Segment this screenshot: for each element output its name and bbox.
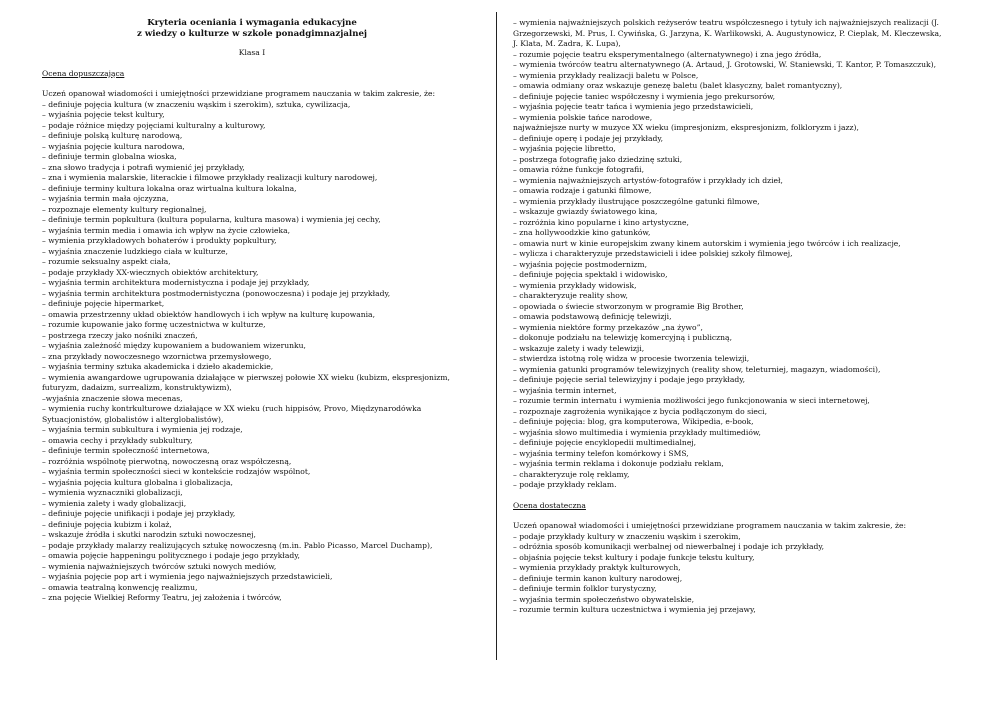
section-intro: Uczeń opanował wiadomości i umiejętności przewidziane programem nauczania w takim zakresie, że: xyxy=(42,89,436,98)
right-column xyxy=(513,18,945,616)
list-item: – rozumie kupowanie jako formę uczestnictwa w kulturze, xyxy=(42,320,266,329)
list-item: – definiuje termin globalna wioska, xyxy=(42,152,177,161)
list-item: – definiuje pojęcie unifikacji i podaje jej przykłady, xyxy=(42,509,236,518)
list-item: – omawia podstawową definicję telewizji, xyxy=(513,312,672,321)
list-item: – rozumie seksualny aspekt ciała, xyxy=(42,257,171,266)
list-item: – podaje przykłady kultury w znaczeniu wąskim i szerokim, xyxy=(513,531,741,541)
list-item: – rozumie termin internatu i wymienia możliwości jego funkcjonowania w sieci internetowej, xyxy=(513,396,870,405)
list-item: – definiuje terminy kultura lokalna oraz wirtualna kultura lokalna, xyxy=(42,183,297,193)
list-item: – zna pojęcie Wielkiej Reformy Teatru, jej założenia i twórców, xyxy=(42,593,282,602)
list-item: – omawia przestrzenny układ obiektów handlowych i ich wpływ na kulturę kupowania, xyxy=(42,309,375,319)
list-item: – wskazuje zalety i wady telewizji, xyxy=(513,343,645,353)
list-item: – wymienia awangardowe ugrupowania działające w pierwszej połowie XX wieku (kubizm, ekspresjonizm, futuryzm, dadaizm, surrealizm, konstruktywizm), xyxy=(42,372,450,392)
list-item: – postrzega rzeczy jako nośniki znaczeń, xyxy=(42,330,198,340)
list-item: – zna słowo tradycja i potrafi wymienić jej przykłady, xyxy=(42,162,245,172)
list-item: – wyjaśnia termin subkultura i wymienia jej rodzaje, xyxy=(42,425,243,434)
list-item: – rozpoznaje elementy kultury regionalnej, xyxy=(42,204,207,214)
list-item: – odróżnia sposób komunikacji werbalnej od niewerbalnej i podaje ich przykłady, xyxy=(513,542,825,551)
list-item: – definiuje operę i podaje jej przykłady, xyxy=(513,133,664,143)
list-item: – omawia rodzaje i gatunki filmowe, xyxy=(513,186,652,195)
list-item: najważniejsze nurty w muzyce XX wieku (impresjonizm, ekspresjonizm, folkloryzm i jazz), xyxy=(513,123,859,132)
list-item: – wyjaśnia termin architektura modernistyczna i podaje jej przykłady, xyxy=(42,278,310,287)
class-label: Klasa I xyxy=(238,48,266,57)
list-item: – wymienia polskie tańce narodowe, xyxy=(513,112,653,122)
list-item: – omawia różne funkcje fotografii, xyxy=(513,165,645,174)
list-item: – zna przykłady nowoczesnego wzornictwa przemysłowego, xyxy=(42,351,272,361)
list-item: – wymienia przykłady realizacji baletu w Polsce, xyxy=(513,70,699,80)
list-item: – wyjaśnia pojęcie teatr tańca i wymienia jego przedstawicieli, xyxy=(513,102,754,111)
list-item: – charakteryzuje reality show, xyxy=(513,291,628,300)
list-item: – wylicza i charakteryzuje przedstawicieli i idee polskiej szkoły filmowej, xyxy=(513,249,793,258)
list-item: – podaje różnice między pojęciami kulturalny a kulturowy, xyxy=(42,120,266,130)
list-item: – wymienia twórców teatru alternatywnego (A. Artaud, J. Grotowski, W. Staniewski, T. Kantor, P. Tomaszczuk), xyxy=(513,60,936,69)
list-item: – omawia nurt w kinie europejskim zwany kinem autorskim i wymienia jego twórców i ich realizacje, xyxy=(513,238,901,248)
section-intro-2: Uczeń opanował wiadomości i umiejętności przewidziane programem nauczania w takim zakresie, że: xyxy=(513,521,907,530)
list-item: – wyjaśnia termin media i omawia ich wpływ na życie człowieka, xyxy=(42,225,291,235)
list-item: – charakteryzuje rolę reklamy, xyxy=(513,469,630,479)
list-item: –wyjaśnia znaczenie słowa mecenas, xyxy=(42,393,183,403)
list-item: – wymienia przykłady ilustrujące poszczególne gatunki filmowe, xyxy=(513,196,760,206)
column-divider xyxy=(496,12,497,660)
list-item: – wymienia przykładowych bohaterów i produkty popkultury, xyxy=(42,236,277,245)
list-item: – wyjaśnia termin reklama i dokonuje podziału reklam, xyxy=(513,459,724,468)
list-item: – wyjaśnia termin internet, xyxy=(513,385,617,395)
list-item: – rozumie termin kultura uczestnictwa i wymienia jej przejawy, xyxy=(513,605,756,614)
criteria-list-right xyxy=(513,18,945,491)
section-heading-dostateczna: Ocena dostateczna xyxy=(513,500,586,510)
list-item: – definiuje pojęcia: blog, gra komputerowa, Wikipedia, e-book, xyxy=(513,417,754,426)
list-item: – wyjaśnia pojęcie tekst kultury, xyxy=(42,110,165,119)
list-item: – definiuje pojęcia kultura (w znaczeniu wąskim i szerokim), sztuka, cywilizacja, xyxy=(42,99,351,109)
list-item: – definiuje pojęcie taniec współczesny i wymienia jego prekursorów, xyxy=(513,91,776,101)
list-item: – rozpoznaje zagrożenia wynikające z bycia podłączonym do sieci, xyxy=(513,406,768,416)
list-item: – podaje przykłady reklam. xyxy=(513,480,617,489)
criteria-list-right-2 xyxy=(513,532,945,616)
list-item: – wskazuje źródła i skutki narodzin sztuki nowoczesnej, xyxy=(42,530,256,539)
list-item: – wyjaśnia termin społeczności sieci w kontekście rodzajów wspólnot, xyxy=(42,467,311,476)
list-item: – wymienia przykłady widowisk, xyxy=(513,280,637,290)
document-title-line2: z wiedzy o kulturze w szkole ponadgimnazjalnej xyxy=(136,29,368,39)
list-item: – wymienia wyznaczniki globalizacji, xyxy=(42,488,183,497)
list-item: – wyjaśnia terminy sztuka akademicka i dzieło akademickie, xyxy=(42,362,274,371)
list-item: – wymienia zalety i wady globalizacji, xyxy=(42,498,187,508)
list-item: – definiuje termin popkultura (kultura popularna, kultura masowa) i wymienia jej cechy, xyxy=(42,215,381,224)
section-heading-dopuszczajaca: Ocena dopuszczająca xyxy=(42,68,125,78)
list-item: – wyjaśnia znaczenie ludzkiego ciała w kulturze, xyxy=(42,246,228,256)
list-item: – rozróżnia wspólnotę pierwotną, nowoczesną oraz współczesną, xyxy=(42,456,292,466)
list-item: – definiuje termin folklor turystyczny, xyxy=(513,584,657,593)
list-item: – wymienia najważniejszych twórców sztuki nowych mediów, xyxy=(42,561,277,571)
list-item: – wskazuje gwiazdy światowego kina, xyxy=(513,207,658,216)
list-item: – omawia cechy i przykłady subkultury, xyxy=(42,435,193,445)
list-item: – wyjaśnia pojęcie libretto, xyxy=(513,144,616,153)
list-item: – zna i wymienia malarskie, literackie i filmowe przykłady realizacji kultury narodowej, xyxy=(42,173,378,182)
list-item: – wyjaśnia słowo multimedia i wymienia przykłady multimediów, xyxy=(513,427,761,437)
left-column xyxy=(42,18,462,604)
list-item: – rozróżnia kino popularne i kino artystyczne, xyxy=(513,217,689,227)
list-item: – stwierdza istotną rolę widza w procesie tworzenia telewizji, xyxy=(513,354,750,363)
list-item: – wymienia niektóre formy przekazów „na żywo”, xyxy=(513,322,703,332)
list-item: – omawia teatralną konwencję realizmu, xyxy=(42,582,198,592)
list-item: – wyjaśnia pojęcie pop art i wymienia jego najważniejszych przedstawicieli, xyxy=(42,572,333,581)
list-item: – podaje przykłady malarzy realizujących sztukę nowoczesną (m.in. Pablo Picasso, Marcel Duchamp), xyxy=(42,540,433,550)
list-item: – wyjaśnia termin społeczeństwo obywatelskie, xyxy=(513,594,695,604)
list-item: – definiuje termin kanon kultury narodowej, xyxy=(513,573,683,583)
list-item: – objaśnia pojęcie tekst kultury i podaje funkcje tekstu kultury, xyxy=(513,552,755,562)
list-item: – definiuje termin społeczność internetowa, xyxy=(42,446,210,455)
list-item: – wyjaśnia termin mała ojczyzna, xyxy=(42,194,169,203)
list-item: – definiuje pojęcie encyklopedii multimedialnej, xyxy=(513,438,697,447)
list-item: – postrzega fotografię jako dziedzinę sztuki, xyxy=(513,154,683,164)
list-item: – definiuje pojęcie serial telewizyjny i podaje jego przykłady, xyxy=(513,375,745,384)
list-item: – definiuje polską kulturę narodową, xyxy=(42,131,183,140)
list-item: – dokonuje podziału na telewizję komercyjną i publiczną, xyxy=(513,333,732,342)
list-item: – wyjaśnia pojęcie postmodernizm, xyxy=(513,259,647,269)
list-item: – podaje przykłady XX-wiecznych obiektów architektury, xyxy=(42,267,259,277)
list-item: – wyjaśnia pojęcie kultura narodowa, xyxy=(42,141,185,151)
list-item: – zna hollywoodzkie kino gatunków, xyxy=(513,228,651,237)
list-item: – wymienia przykłady praktyk kulturowych, xyxy=(513,563,681,572)
list-item: – definiuje pojęcia spektakl i widowisko, xyxy=(513,270,668,279)
list-item: – definiuje pojęcia kubizm i kolaż, xyxy=(42,519,172,529)
list-item: – definiuje pojęcie hipermarket, xyxy=(42,299,165,308)
list-item: – omawia odmiany oraz wskazuje genezę baletu (balet klasyczny, balet romantyczny), xyxy=(513,81,843,90)
list-item: – wyjaśnia pojęcia kultura globalna i globalizacja, xyxy=(42,477,233,487)
list-item: – wymienia najważniejszych artystów-fotografów i przykłady ich dzieł, xyxy=(513,175,783,185)
list-item: – omawia pojęcie happeningu politycznego i podaje jego przykłady, xyxy=(42,551,300,560)
list-item: – opowiada o świecie stworzonym w programie Big Brother, xyxy=(513,301,744,311)
list-item: – wyjaśnia termin architektura postmodernistyczna (ponowoczesna) i podaje jej przykłady, xyxy=(42,288,391,298)
list-item: – wymienia gatunki programów telewizyjnych (reality show, teleturniej, magazyn, wiadomości), xyxy=(513,364,881,374)
list-item: – wyjaśnia terminy telefon komórkowy i SMS, xyxy=(513,448,689,458)
list-item: – wymienia najważniejszych polskich reżyserów teatru współczesnego i tytuły ich najważniejszych realizacji (J. Grzegorzewski, M. Prus, I. Cywińska, G. Jarzyna, K. Warlikowski, A. Augustynowicz, P. Cieplak, M. Kleczewska, J. Klata, M. Zadra, K. Lupa), xyxy=(513,18,942,48)
list-item: – wyjaśnia zależność między kupowaniem a budowaniem wizerunku, xyxy=(42,341,306,350)
list-item: – wymienia ruchy kontrkulturowe działające w XX wieku (ruch hippisów, Provo, Międzynarodówka Sytuacjonistów, globalistów i alterglobalistów), xyxy=(42,404,422,424)
list-item: – rozumie pojęcie teatru eksperymentalnego (alternatywnego) i zna jego źródła, xyxy=(513,49,822,59)
criteria-list-left xyxy=(42,100,462,604)
document-title-line1: Kryteria oceniania i wymagania edukacyjne xyxy=(147,18,357,28)
